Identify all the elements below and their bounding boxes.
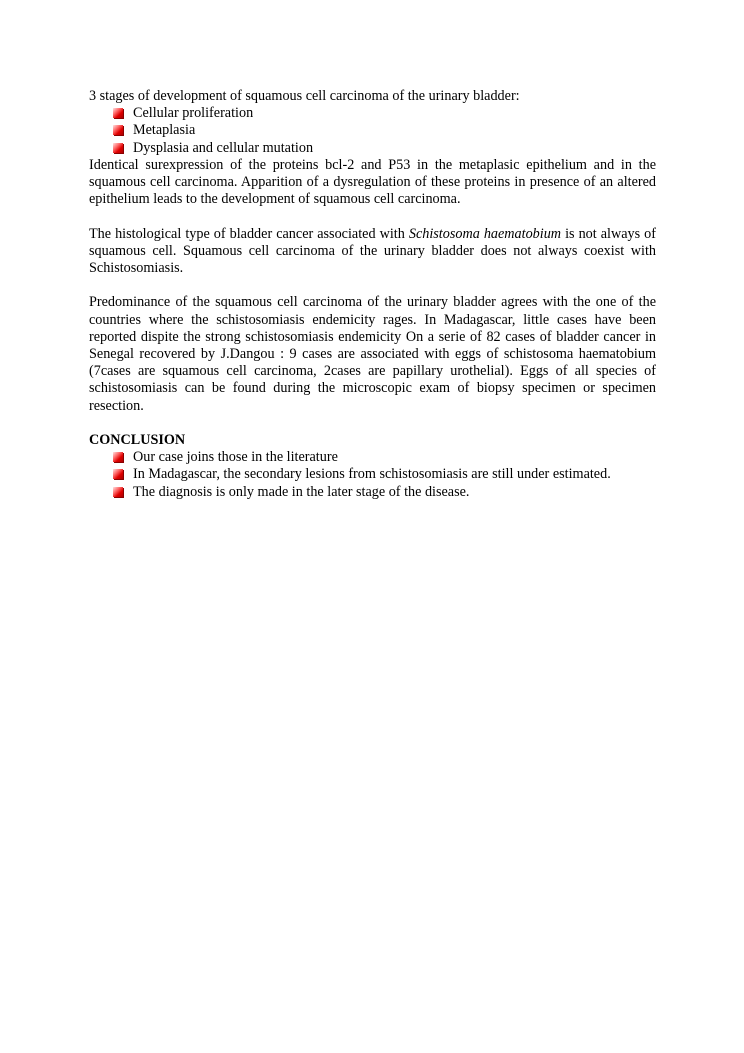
square-bullet-icon xyxy=(113,125,123,135)
list-item xyxy=(133,449,656,466)
square-bullet-icon xyxy=(113,143,123,153)
paragraph-spacer xyxy=(89,208,656,225)
list-item xyxy=(133,122,656,139)
paragraph-spacer xyxy=(89,415,656,432)
square-bullet-icon xyxy=(113,469,123,479)
list-item xyxy=(133,105,656,122)
list-item-text: In Madagascar, the secondary lesions from schistosomiasis are still under estimated. xyxy=(133,466,611,483)
stages-list xyxy=(89,105,656,157)
predominance-paragraph: Predominance of the squamous cell carcinoma of the urinary bladder agrees with the one of the countries where the schistosomiasis endemicity rages. In Madagascar, little cases have been reported dispite the strong schistosomiasis endemicity On a serie of 82 cases of bladder cancer in Senegal recovered by J.Dangou : 9 cases are associated with eggs of schistosoma haematobium (7cases are squamous cell carcinoma, 2cases are papillary urothelial). Eggs of all species of schistosomiasis can be found during the microscopic exam of biopsy specimen or specimen resection. xyxy=(89,294,656,414)
list-item xyxy=(133,466,656,483)
square-bullet-icon xyxy=(113,487,123,497)
histology-paragraph xyxy=(89,226,656,278)
paragraph-spacer xyxy=(89,277,656,294)
expression-paragraph: Identical surexpression of the proteins bcl-2 and P53 in the metaplasic epithelium and in the squamous cell carcinoma. Apparition of a dysregulation of these proteins in presence of an altered epithelium leads to the development of squamous cell carcinoma. xyxy=(89,156,656,208)
histology-text-before: The histological type of bladder cancer associated with xyxy=(89,225,409,242)
square-bullet-icon xyxy=(113,108,123,118)
document-page xyxy=(89,88,656,501)
list-item-text: Metaplasia xyxy=(133,122,196,139)
conclusion-heading: CONCLUSION xyxy=(89,432,186,449)
list-item-text: Our case joins those in the literature xyxy=(133,449,338,466)
species-name: Schistosoma haematobium xyxy=(408,225,562,242)
list-item-text: Cellular proliferation xyxy=(133,105,254,122)
histology-text-after: is not always of squamous cell. Squamous cell carcinoma of the urinary bladder does not always coexist with Schistosomiasis. xyxy=(89,225,656,277)
list-item-text: The diagnosis is only made in the later stage of the disease. xyxy=(133,483,470,500)
list-item xyxy=(133,140,656,157)
square-bullet-icon xyxy=(113,452,123,462)
list-item xyxy=(133,484,656,501)
stages-intro: 3 stages of development of squamous cell carcinoma of the urinary bladder: xyxy=(89,88,520,104)
conclusion-list xyxy=(89,449,656,501)
list-item-text: Dysplasia and cellular mutation xyxy=(133,139,314,156)
